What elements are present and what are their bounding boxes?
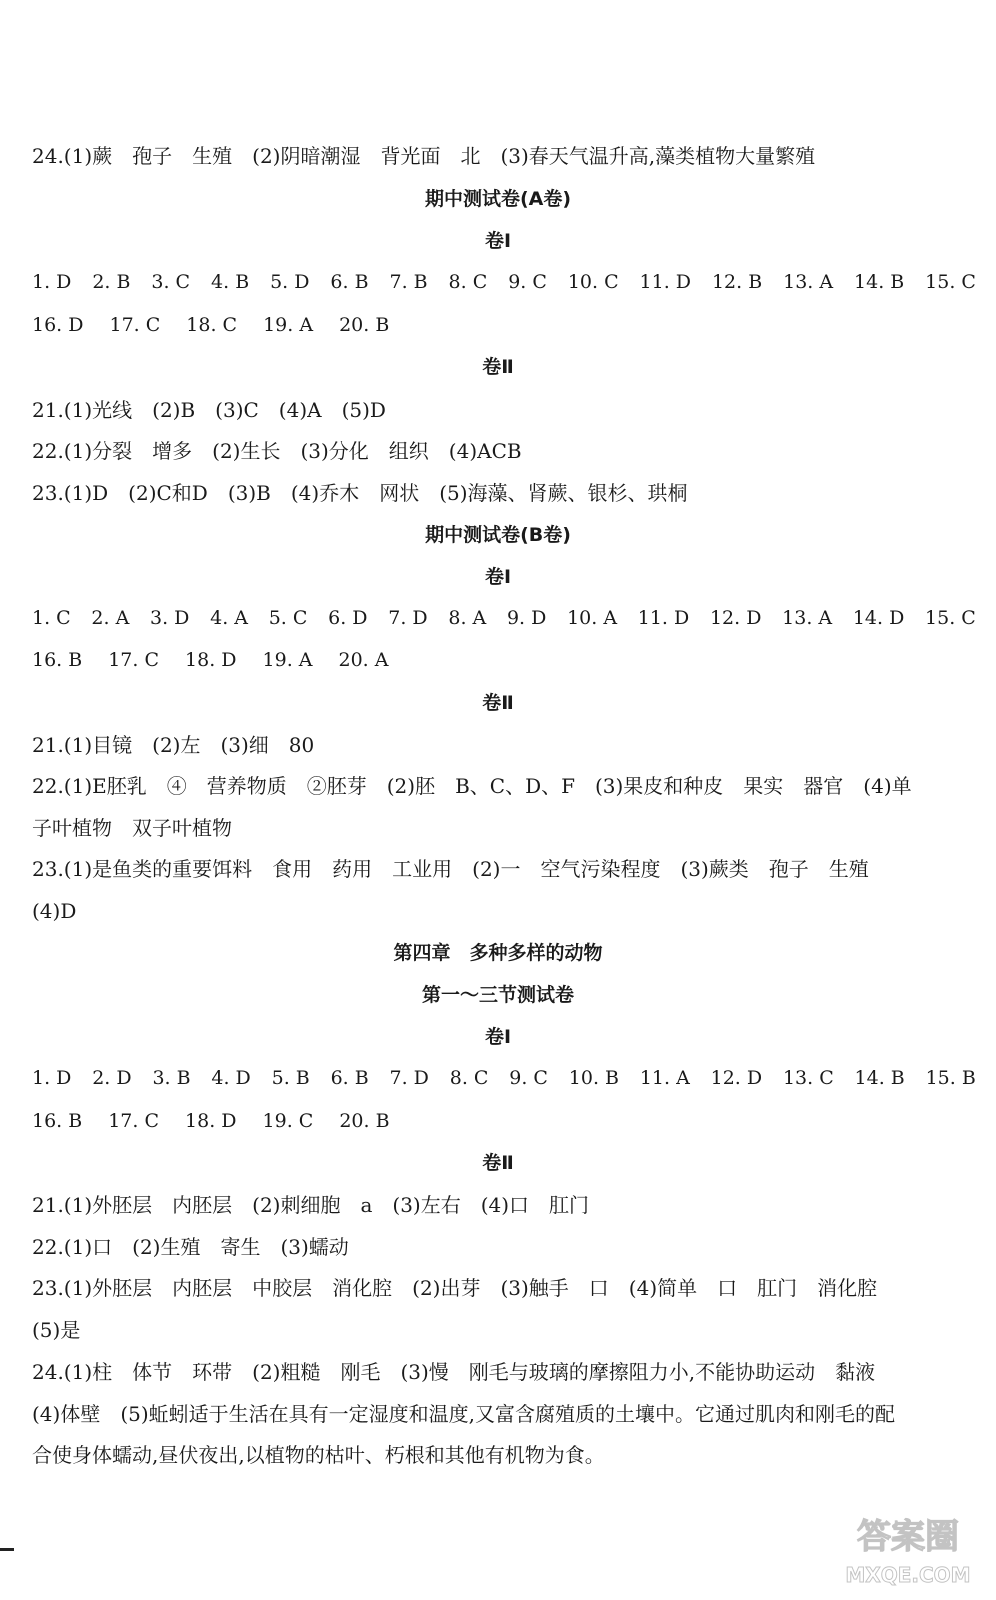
midterm-b-title: 期中测试卷(B卷) [425,524,571,546]
midterm-b-answer-23-cont: (4)D [32,899,77,923]
mc-answer: 11. D [637,607,690,629]
mc-answer: 12. B [711,271,763,293]
mc-answer: 15. C [925,607,976,629]
mc-answer: 20. A [338,649,389,671]
mc-answer: 20. B [339,314,390,336]
mc-answer: 8. A [448,607,487,629]
midterm-b-volume-2: 卷Ⅱ [482,692,514,714]
mc-answer: 1. C [32,607,71,629]
chapter-4-mc-row-2 [32,1108,976,1134]
mc-answer: 12. D [710,1067,763,1089]
midterm-b-answer-21: 21.(1)目镜 (2)左 (3)细 80 [32,733,315,757]
answer-24-line: 24.(1)蕨 孢子 生殖 (2)阴暗潮湿 背光面 北 (3)春天气温升高,藻类植物大量繁殖 [32,144,816,168]
mc-answer: 3. D [150,607,190,629]
mc-answer: 16. B [32,1110,83,1132]
mc-answer: 15. B [925,1067,976,1089]
midterm-b-volume-1: 卷Ⅰ [484,566,512,588]
mc-answer: 7. D [389,1067,429,1089]
mc-answer: 11. D [639,271,692,293]
midterm-b-answer-23: 23.(1)是鱼类的重要饵料 食用 药用 工业用 (2)一 空气污染程度 (3)蕨类 孢子 生殖 [32,857,869,881]
mc-answer: 1. D [32,271,72,293]
mc-answer: 16. B [32,649,83,671]
mc-answer: 16. D [32,314,84,336]
mc-answer: 9. C [508,271,547,293]
mc-answer: 13. A [782,607,833,629]
chapter-4-title: 第四章 多种多样的动物 [393,942,603,964]
chapter-4-mc-row-1 [32,1065,976,1091]
mc-answer: 2. D [92,1067,132,1089]
midterm-a-mc-row-2 [32,312,976,338]
mc-answer: 18. C [186,314,238,336]
mc-answer: 4. A [210,607,249,629]
midterm-a-title: 期中测试卷(A卷) [424,188,572,210]
mc-answer: 17. C [108,649,160,671]
mc-answer: 6. B [330,1067,369,1089]
watermark-logo [838,1500,978,1590]
midterm-b-answer-22-cont: 子叶植物 双子叶植物 [32,816,232,840]
mc-answer: 5. C [268,607,308,629]
mc-answer: 10. A [567,607,618,629]
chapter-4-volume-2: 卷Ⅱ [482,1152,514,1174]
chapter-4-answer-21: 21.(1)外胚层 内胚层 (2)刺细胞 a (3)左右 (4)口 肛门 [32,1193,590,1217]
mc-answer: 14. B [854,1067,905,1089]
midterm-a-volume-2: 卷Ⅱ [482,356,514,378]
mc-answer: 14. D [852,607,905,629]
mc-answer: 9. C [509,1067,548,1089]
midterm-b-mc-row-2 [32,647,976,673]
chapter-4-answer-24: 24.(1)柱 体节 环带 (2)粗糙 刚毛 (3)慢 刚毛与玻璃的摩擦阻力小,不能协助运动 黏液 [32,1360,876,1384]
mc-answer: 6. D [328,607,368,629]
chapter-4-subtitle: 第一～三节测试卷 [421,984,574,1006]
mc-answer: 13. A [783,271,834,293]
mc-answer: 10. B [568,1067,620,1089]
mc-answer: 5. B [271,1067,310,1089]
mc-answer: 1. D [32,1067,72,1089]
mc-answer: 11. A [639,1067,690,1089]
mc-answer: 19. A [263,314,314,336]
page-edge-mark [0,1548,14,1551]
chapter-4-answer-23-cont: (5)是 [32,1318,81,1342]
watermark-text: 答案圈 [857,1517,959,1557]
mc-answer: 17. C [109,314,161,336]
mc-answer: 10. C [567,271,619,293]
mc-answer: 8. C [449,1067,489,1089]
watermark-url: MXQE.COM [845,1563,971,1587]
mc-answer: 18. D [185,649,237,671]
mc-answer: 4. B [211,271,250,293]
mc-answer: 6. B [330,271,369,293]
mc-answer: 15. C [925,271,976,293]
chapter-4-answer-24-cont-1: (4)体壁 (5)蚯蚓适于生活在具有一定湿度和温度,又富含腐殖质的土壤中。它通过肌肉和刚毛的配 [32,1402,896,1426]
mc-answer: 7. D [388,607,428,629]
mc-answer: 9. D [506,607,547,629]
mc-answer: 20. B [339,1110,390,1132]
chapter-4-answer-24-cont-2: 合使身体蠕动,昼伏夜出,以植物的枯叶、朽根和其他有机物为食。 [32,1443,605,1467]
mc-answer: 13. C [782,1067,834,1089]
mc-answer: 3. B [152,1067,191,1089]
midterm-a-mc-row-1 [32,269,976,295]
mc-answer: 7. B [389,271,428,293]
mc-answer: 12. D [709,607,762,629]
midterm-a-volume-1: 卷Ⅰ [484,230,512,252]
mc-answer: 17. C [108,1110,160,1132]
midterm-a-answer-22: 22.(1)分裂 增多 (2)生长 (3)分化 组织 (4)ACB [32,439,522,463]
mc-answer: 4. D [211,1067,251,1089]
mc-answer: 18. D [185,1110,237,1132]
midterm-a-answer-23: 23.(1)D (2)C和D (3)B (4)乔木 网状 (5)海藻、肾蕨、银杉、珙桐 [32,481,688,505]
mc-answer: 2. A [91,607,130,629]
mc-answer: 2. B [92,271,131,293]
midterm-b-answer-22: 22.(1)E胚乳 ④ 营养物质 ②胚芽 (2)胚 B、C、D、F (3)果皮和种皮 果实 器官 (4)单 [32,774,912,798]
chapter-4-answer-23: 23.(1)外胚层 内胚层 中胶层 消化腔 (2)出芽 (3)触手 口 (4)简单 口 肛门 消化腔 [32,1276,878,1300]
midterm-a-answer-21: 21.(1)光线 (2)B (3)C (4)A (5)D [32,398,386,422]
mc-answer: 3. C [151,271,191,293]
chapter-4-answer-22: 22.(1)口 (2)生殖 寄生 (3)蠕动 [32,1235,349,1259]
mc-answer: 5. D [270,271,310,293]
chapter-4-volume-1: 卷Ⅰ [484,1026,512,1048]
mc-answer: 19. C [262,1110,314,1132]
mc-answer: 14. B [854,271,905,293]
mc-answer: 8. C [448,271,488,293]
midterm-b-mc-row-1 [32,605,976,631]
mc-answer: 19. A [262,649,313,671]
